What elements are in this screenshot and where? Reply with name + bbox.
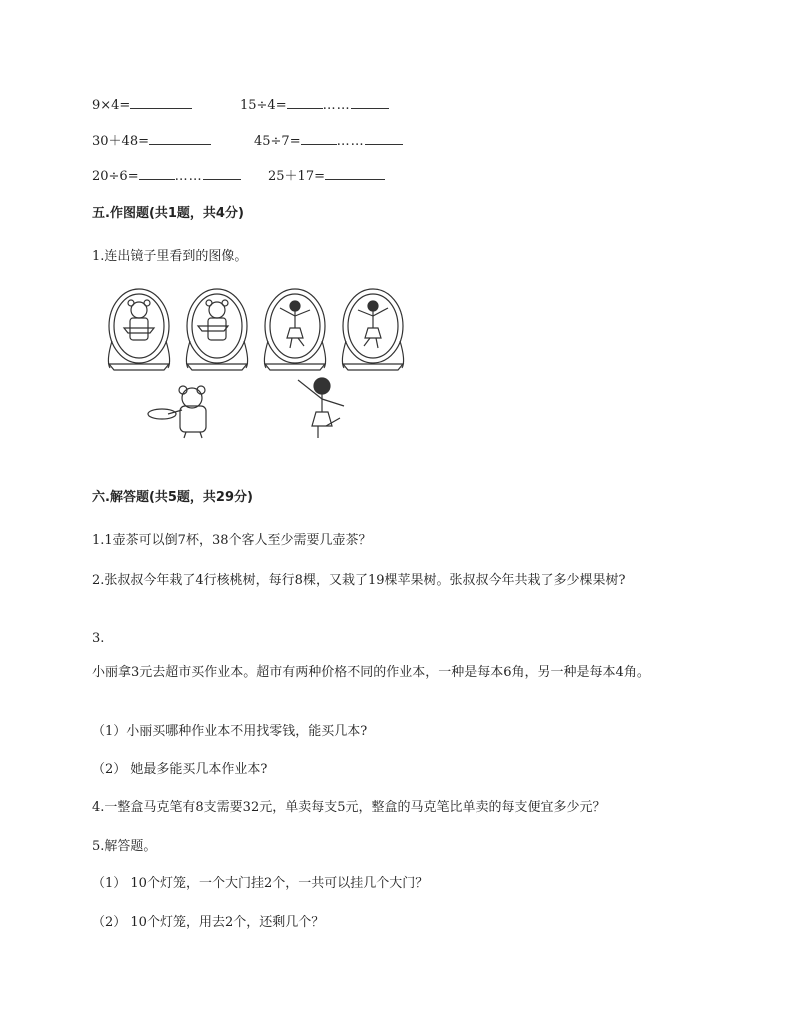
arith-expression: 45÷7=: [254, 134, 301, 149]
arith-expression: 20÷6=: [92, 169, 139, 184]
arith-row-3-left: [92, 167, 241, 185]
remainder-blank[interactable]: [351, 96, 389, 109]
section-6-question-4: 4.一整盒马克笔有8支需要32元，单卖每支5元，整盒的马克笔比单卖的每支便宜多少元？: [92, 800, 606, 815]
section-6-question-5: 5.解答题。: [92, 839, 157, 854]
section-6-question-3-sub-2: （2） 她最多能买几本作业本?: [92, 762, 268, 777]
quotient-blank[interactable]: [287, 96, 323, 109]
arith-expression: 15÷4=: [240, 98, 287, 113]
arith-row-1-right: [240, 96, 389, 114]
section-6-title: 六.解答题(共5题，共29分): [92, 490, 253, 505]
arith-expression: 25＋17=: [268, 169, 325, 184]
arith-row-2-right: [254, 132, 403, 150]
mirror-girl-2[interactable]: [342, 289, 403, 370]
girl-back-view[interactable]: [298, 378, 344, 438]
answer-blank[interactable]: [325, 167, 385, 180]
arith-row-1-left: [92, 96, 192, 114]
section-6-question-5-sub-2: （2） 10个灯笼，用去2个，还剩几个？: [92, 915, 325, 930]
section-5-question-1: 1.连出镜子里看到的图像。: [92, 249, 248, 264]
remainder-dots: ……: [322, 98, 351, 113]
section-6-question-3-text: 小丽拿3元去超市买作业本。超市有两种价格不同的作业本，一种是每本6角，另一种是每本4角。: [92, 665, 650, 680]
mirror-matching-figure: [104, 286, 424, 446]
section-6-question-2: 2.张叔叔今年栽了4行核桃树，每行8棵，又栽了19棵苹果树。张叔叔今年共栽了多少棵果树?: [92, 573, 626, 588]
section-6-question-3-number: 3.: [92, 631, 105, 646]
arith-expression: 30＋48=: [92, 134, 149, 149]
section-6-question-3-sub-1: （1）小丽买哪种作业本不用找零钱，能买几本?: [92, 724, 368, 739]
arith-expression: 9×4=: [92, 98, 131, 113]
mirror-bear-2[interactable]: [186, 289, 247, 370]
remainder-blank[interactable]: [365, 132, 403, 145]
bear-back-view[interactable]: [148, 386, 206, 438]
quotient-blank[interactable]: [301, 132, 337, 145]
arith-row-3-right: [268, 167, 385, 185]
answer-blank[interactable]: [149, 132, 211, 145]
mirror-bear-1[interactable]: [108, 289, 169, 370]
arith-row-2-left: [92, 132, 211, 150]
remainder-blank[interactable]: [203, 167, 241, 180]
section-6-question-5-sub-1: （1） 10个灯笼，一个大门挂2个，一共可以挂几个大门？: [92, 876, 429, 891]
section-6-question-1: 1.1壶茶可以倒7杯，38个客人至少需要几壶茶？: [92, 533, 372, 548]
remainder-dots: ……: [336, 134, 365, 149]
section-5-title: 五.作图题(共1题，共4分): [92, 206, 244, 221]
mirror-girl-1[interactable]: [264, 289, 325, 370]
answer-blank[interactable]: [130, 96, 192, 109]
remainder-dots: ……: [174, 169, 203, 184]
quotient-blank[interactable]: [139, 167, 175, 180]
